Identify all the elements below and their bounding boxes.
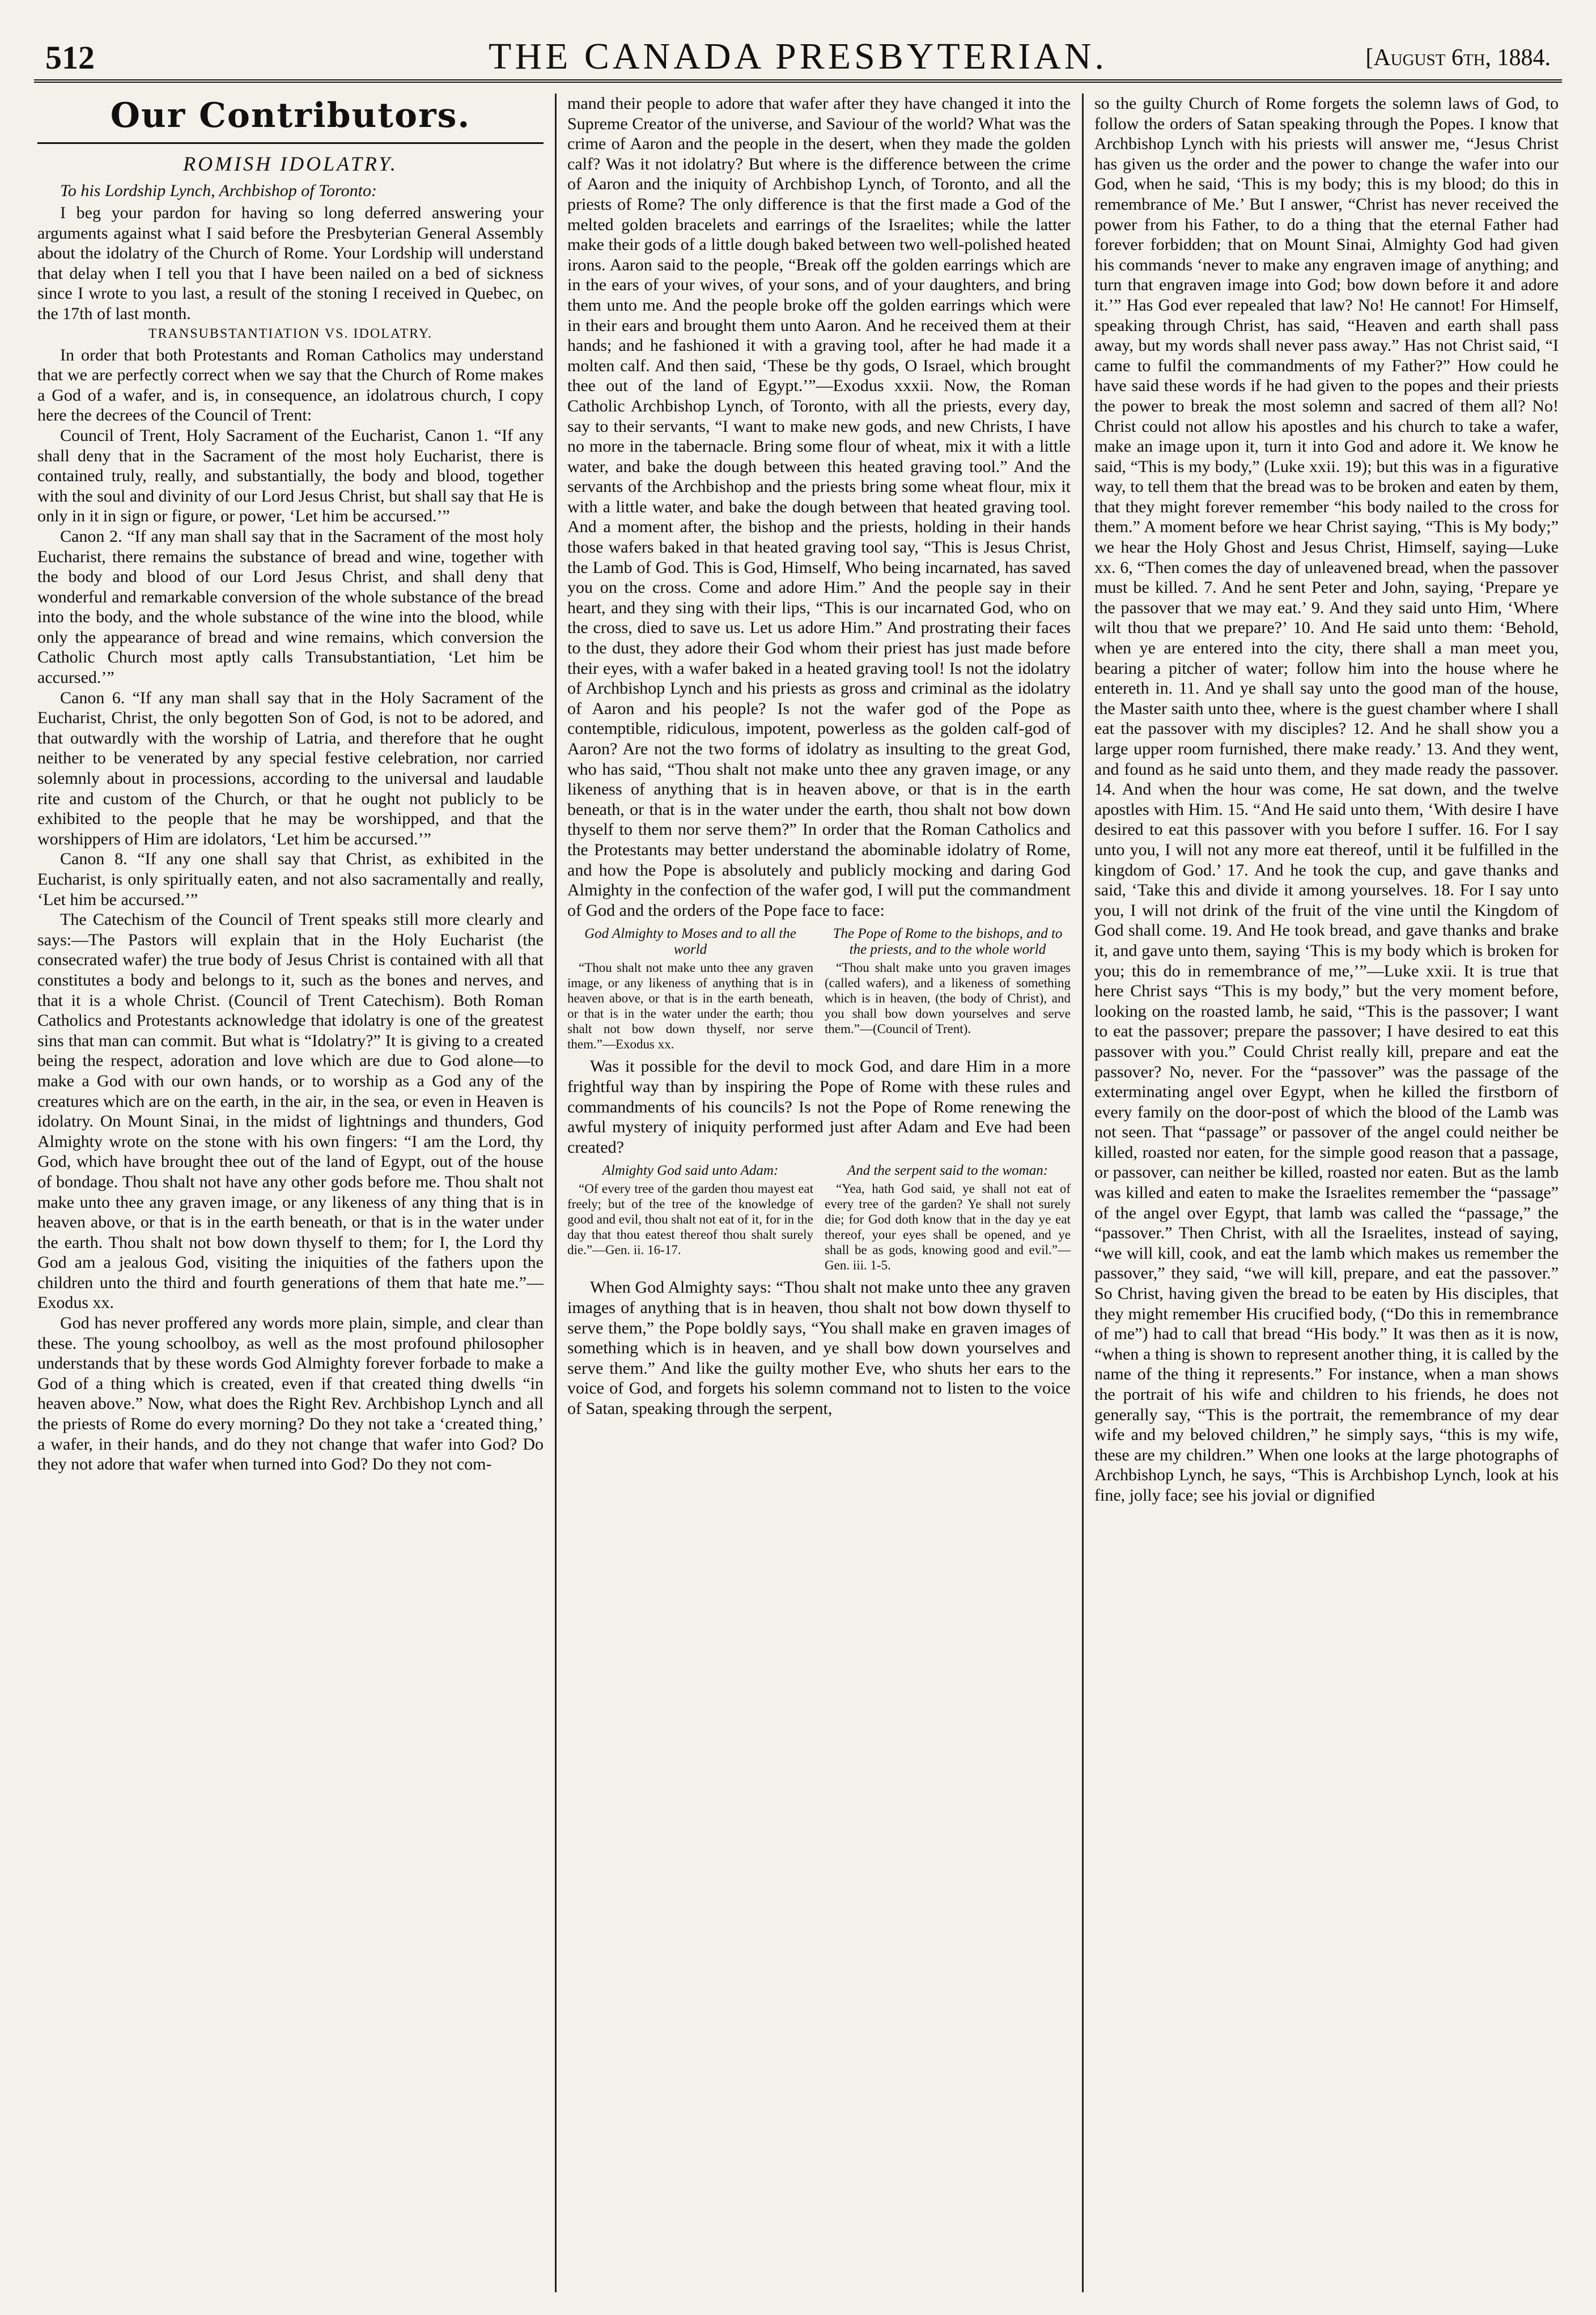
paragraph: mand their people to adore that wafer after they have changed it into the Supreme Creator of the universe, and Saviour of the world? What was the crime of Aaron and the people in the desert, when they made the golden calf? Was it not idolatry? But where is the difference between the crime of Aaron and the iniquity of Archbishop Lynch, of Toronto, and all the priests of Rome? The only difference is that the first made a God of the melted golden bracelets and earrings of the Israelites; while the latter make their gods of a little dough baked between two well-polished heated irons. Aaron said to the people, “Break off the golden earrings which are in the ears of your wives, of your sons, and of your daughters, and bring them unto me. And the people broke off the golden earrings which were in their ears and brought them unto Aaron. And he received them at their hands; and he fashioned it with a graving tool, after he had made it a molten calf. And then said, ‘These be thy gods, O Israel, which brought thee out of the land of Egypt.’”—Exodus xxxii. Now, the Roman Catholic Archbishop Lynch, of Toronto, with all the priests, every day, say to their servants, “I want to make new gods, and new Christs, I have no more in the tabernacle. Bring some flour of wheat, mix it with a little water, and bake the dough between this heated graving tool.” And the servants of the Archbishop and the priests bring some wheat flour, mix it with a little water, and bake the dough between that heated graving tool. And a moment after, the bishop and the priests, holding in their hands those wafers baked in that heated graving tool say, “This is Jesus Christ, the Lamb of God. This is God, Himself, Who being incarnated, has saved you on the cross. Come and adore Him.” And the people say in their heart, and they sing with their lips, “This is our incarnated God, who on the cross, died to save us. Let us adore Him.” And prostrating their faces to the dust, they adore their God whom their priest has just made before their eyes, with a wafer baked in a heated graving tool! Is not the idolatry of Archbishop Lynch and his priests as gross and criminal as the idolatry of Aaron and his people? Is not the wafer god of the Pope as contemptible, ridiculous, impotent, powerless as the golden calf-god of Aaron? Are not the two forms of idolatry as insulting to the great God, who has said, “Thou shalt not make unto thee any graven image, or any likeness of anything that is in heaven above, or that is in the earth beneath, or that is in the water under the earth, thou shalt not bow down thyself to them nor serve them?” In order that the Roman Catholics and the Protestants may better understand the abominable idolatry of Rome, and how the Pope is absolutely and publicly mocking and daring God Almighty in the confection of the wafer god, I will put the commandment of God and the orders of the Pope face to face:	[567, 94, 1071, 920]
quotation-right	[825, 1163, 1071, 1273]
quotation-text: “Yea, hath God said, ye shall not eat of every tree of the garden? Ye shall not surely die; for God doth know that in the day ye eat thereof, your eyes shall be opened, and ye shall be as gods, knowing good and evil.”—Gen. iii. 1-5.	[825, 1182, 1071, 1273]
quotation-heading: The Pope of Rome to the bishops, and to the priests, and to the whole world	[833, 926, 1063, 958]
quotation-text: “Of every tree of the garden thou mayest eat freely; but of the tree of the knowledge of good and evil, thou shalt not eat of it, for in the day that thou eatest thereof thou shalt surely die.”—Gen. ii. 16-17.	[567, 1182, 813, 1258]
newspaper-title: THE CANADA PRESBYTERIAN.	[489, 36, 1107, 77]
quotation-right	[825, 926, 1071, 1052]
paragraph: so the guilty Church of Rome forgets the solemn laws of God, to follow the orders of Satan speaking through the Popes. I know that Archbishop Lynch with his priests will answer me, “Jesus Christ has given us the order and the power to change the wafer into our God, when he said, ‘This is my body; this is my blood; do this in remembrance of Me.’ But I answer, “Christ has never received the power from his Father, to do a thing that the eternal Father had forever forbidden; that on Mount Sinai, Almighty God had given his commands ‘never to make any engraven image of anything; and turn that engraven image into God; bow down before it and adore it.’” Has God ever repealed that law? No! He cannot! For Himself, speaking through Christ, has said, “Heaven and earth shall pass away, but my words shall never pass away.” Has not Christ said, “I came to fulfil the commandments of my Father?” How could he have said these words if he had given to the popes and their priests the power to break the most solemn and sacred of them all? No! Christ could not allow his apostles and his church to take a wafer, make an image upon it, turn it into God and adore it. We know he said, “This is my body,” (Luke xxii. 19); but this was in a figurative way, to tell them that the bread was to be broken and eaten by them, that they might forever remember “his body nailed to the cross for them.” A moment before we hear Christ saying, “This is My body;” we hear the Holy Ghost and Jesus Christ, Himself, saying—Luke xx. 6, “Then comes the day of unleavened bread, when the passover must be killed. 7. And he sent Peter and John, saying, ‘Prepare ye the passover that we may eat.’ 9. And they said unto Him, ‘Where wilt thou that we prepare?’ 10. And He said unto them: ‘Behold, when ye are entered into the city, there shall a man meet you, bearing a pitcher of water; follow him into the house where he entereth in. 11. And ye shall say unto the good man of the house, the Master saith unto thee, where is the guest chamber where I shall eat the passover with my disciples? 12. And he shall show you a large upper room furnished, there make ready.’ 13. And they went, and found as he said unto them, and they made ready the passover. 14. And when the hour was come, He sat down, and the twelve apostles with Him. 15. “And He said unto them, ‘With desire I have desired to eat this passover with you before I suffer. 16. For I say unto you, I will not any more eat thereof, until it be fulfilled in the kingdom of God.’ 17. And he took the cup, and gave thanks and said, ‘Take this and divide it among yourselves. 18. For I say unto you, I will not drink of the fruit of the vine until the Kingdom of God shall come. 19. And He took bread, and gave thanks and brake it, and gave unto them, saying ‘This is my body which is broken for you; this do in remembrance of me,’”—Luke xxii. It is true that here Christ says “This is my body,” but the very moment before, looking on the roasted lamb, he said, “This is the passover; I want to eat the passover; prepare the passover; I have desired to eat this passover with you.” Could Christ really kill, prepare and eat the passover? No, never. For the “passover” was the passage of the exterminating angel over Egypt, when he killed the firstborn of every family on the door-post of which the blood of the Lamb was not seen. That “passage” or passover of the angel could neither be killed, roasted nor eaten, for the simple good reason that a passage, or passover, can neither be killed, roasted nor eaten. But as the lamb was killed and eaten to make the Israelites remember the “passage” of the angel over Egypt, that lamb was called the “passage,” the “passover.” Then Christ, with all the Israelites, instead of saying, “we will kill, cook, and eat the lamb which makes us remember the passover,” they said, “we will kill, prepare, and eat the passover.” So Christ, having given the bread to be eaten by His disciples, that they might remember His crucified body, (“Do this in remembrance of me”) had to call that bread “His body.” It was then as it is now, “when a thing is shown to represent another thing, it is called by the name of the thing it represents.” For instance, when a man shows the portrait of his wife and children to his friends, he does not generally say, “This is the portrait, the remembrance of my dear wife and my beloved children,” he simply says, “this is my wife, these are my children.” When one looks at the large photographs of Archbishop Lynch, he says, “This is Archbishop Lynch, look at his fine, jolly face; see his jovial or dignified	[1094, 94, 1559, 1505]
quotation-heading: God Almighty to Moses and to all the world	[584, 926, 796, 958]
article-title: ROMISH IDOLATRY.	[183, 152, 398, 175]
paragraph: Council of Trent, Holy Sacrament of the Eucharist, Canon 1. “If any shall deny that in the Sacrament of the most holy Eucharist, there is contained truly, really, and substantially, the body and blood, together with the soul and divinity of our Lord Jesus Christ, but shall say that He is only in it in sign or figure, or power, ‘Let him be accursed.’”	[37, 426, 544, 526]
paragraph: In order that both Protestants and Roman Catholics may understand that we are perfectly correct when we say that the Church of Rome makes a God of a wafer, and is, in consequence, an idolatrous church, I copy here the decrees of the Council of Trent:	[37, 345, 544, 425]
parallel-quotation	[567, 1163, 1071, 1273]
article-columns	[34, 94, 1562, 2292]
issue-date: [August 6th, 1884.	[1365, 45, 1551, 71]
parallel-quotation	[567, 926, 1071, 1052]
quotation-left	[567, 926, 813, 1052]
paragraph: Canon 8. “If any one shall say that Christ, as exhibited in the Eucharist, is only spiritually eaten, and not also sacramentally and really, ‘Let him be accursed.’”	[37, 849, 544, 909]
page-number: 512	[45, 39, 95, 76]
paragraph: When God Almighty says: “Thou shalt not make unto thee any graven images of anything that is in heaven, thou shalt not bow down thyself to serve them,” the Pope boldly says, “You shall make en graven images of something which is in heaven, and ye shall bow down yourselves and serve them.” And like the guilty mother Eve, who shuts her ears to the voice of God, and forgets his solemn command not to listen to the voice of Satan, speaking through the serpent,	[567, 1278, 1071, 1418]
paragraph: Canon 6. “If any man shall say that in the Holy Sacrament of the Eucharist, Christ, the only begotten Son of God, is not to be adored, and that outwardly with the worship of Latria, and therefore that he ought neither to be venerated by any special festive celebration, nor carried solemnly about in processions, according to the universal and laudable rite and custom of the Church, or that he ought not publicly to be exhibited to the people that he may be worshipped, and that the worshippers of Him are idolators, ‘Let him be accursed.’”	[37, 688, 544, 848]
column-rule	[555, 94, 557, 2292]
column-3	[1091, 94, 1562, 2292]
salutation: To his Lordship Lynch, Archbishop of Toronto:	[60, 181, 377, 200]
subheading: TRANSUBSTANTIATION VS. IDOLATRY.	[148, 326, 433, 341]
column-2	[564, 94, 1074, 2292]
quotation-left	[567, 1163, 813, 1273]
paragraph: The Catechism of the Council of Trent speaks still more clearly and says:—The Pastors will explain that in the Holy Eucharist (the consecrated wafer) the true body of Jesus Christ is contained with all that constitutes a body and belongs to it, such as the bones and nerves, and that it is a whole Christ. (Council of Trent Catechism). Both Roman Catholics and Protestants acknowledge that idolatry is one of the greatest sins that man can commit. But what is “Idolatry?” It is giving to a created being the respect, adoration and love which are due to God alone—to make a God with our own hands, or to worship as a God any of the creatures which are on the earth, in the air, in the sea, or even in Heaven is idolatry. On Mount Sinai, in the midst of lightnings and thunders, God Almighty wrote on the stone with his own fingers: “I am the Lord, thy God, which have brought thee out of the land of Egypt, out of the house of bondage. Thou shalt not have any other gods before me. Thou shalt not make unto thee any graven image, or any likeness of any thing that is in heaven above, or that is in the earth beneath, or that is in the water under the earth. Thou shalt not bow down thyself to them; for I, the Lord thy God am a jealous God, visiting the iniquities of the fathers upon the children unto the third and fourth generations of them that hate me.”—Exodus xx.	[37, 910, 544, 1312]
section-heading: Our Contributors.	[37, 94, 544, 144]
quotation-heading: And the serpent said to the woman:	[847, 1163, 1049, 1179]
quotation-heading: Almighty God said unto Adam:	[602, 1163, 779, 1179]
column-1	[34, 94, 547, 2292]
column-rule	[1082, 94, 1084, 2292]
paragraph: Canon 2. “If any man shall say that in the Sacrament of the most holy Eucharist, there remains the substance of bread and wine, together with the body and blood of our Lord Jesus Christ, and shall deny that wonderful and remarkable conversion of the whole substance of the bread into the body, and the whole substance of the wine into the blood, while only the appearance of bread and wine remains, which conversion the Catholic Church most aptly calls Transubstantiation, ‘Let him be accursed.’”	[37, 526, 544, 687]
quotation-text: “Thou shalt not make unto thee any graven image, or any likeness of anything that is in heaven above, or that is in the earth beneath, or that is in the water under the earth; thou shalt not bow down thyself, nor serve them.”—Exodus xx.	[567, 961, 813, 1052]
paragraph: Was it possible for the devil to mock God, and dare Him in a more frightful way than by inspiring the Pope of Rome with these rules and commandments of his councils? Is not the Pope of Rome renewing the awful mystery of iniquity performed just after Adam and Eve had been created?	[567, 1057, 1071, 1157]
quotation-text: “Thou shalt make unto you graven images (called wafers), and a likeness of something which is in heaven, (the body of Christ), and you shall bow down yourselves and serve them.”—(Council of Trent).	[825, 961, 1071, 1037]
paragraph: God has never proffered any words more plain, simple, and clear than these. The young schoolboy, as well as the most profound philosopher understands that by these words God Almighty forever forbade to make a God of a thing which is created, even if that created thing dwells “in heaven above.” Now, what does the Right Rev. Archbishop Lynch and all the priests of Rome do every morning? Do they not take a ‘created thing,’ a wafer, in their hands, and do they not change that wafer into God? Do they not adore that wafer when turned into God? Do they not com-	[37, 1314, 544, 1474]
masthead	[34, 23, 1562, 83]
paragraph: I beg your pardon for having so long deferred answering your arguments against what I said before the Presbyterian General Assembly about the idolatry of the Church of Rome. Your Lordship will understand that delay when I tell you that I have been nailed on a bed of sickness since I wrote to you last, a result of the stoning I received in Quebec, on the 17th of last month.	[37, 203, 544, 323]
